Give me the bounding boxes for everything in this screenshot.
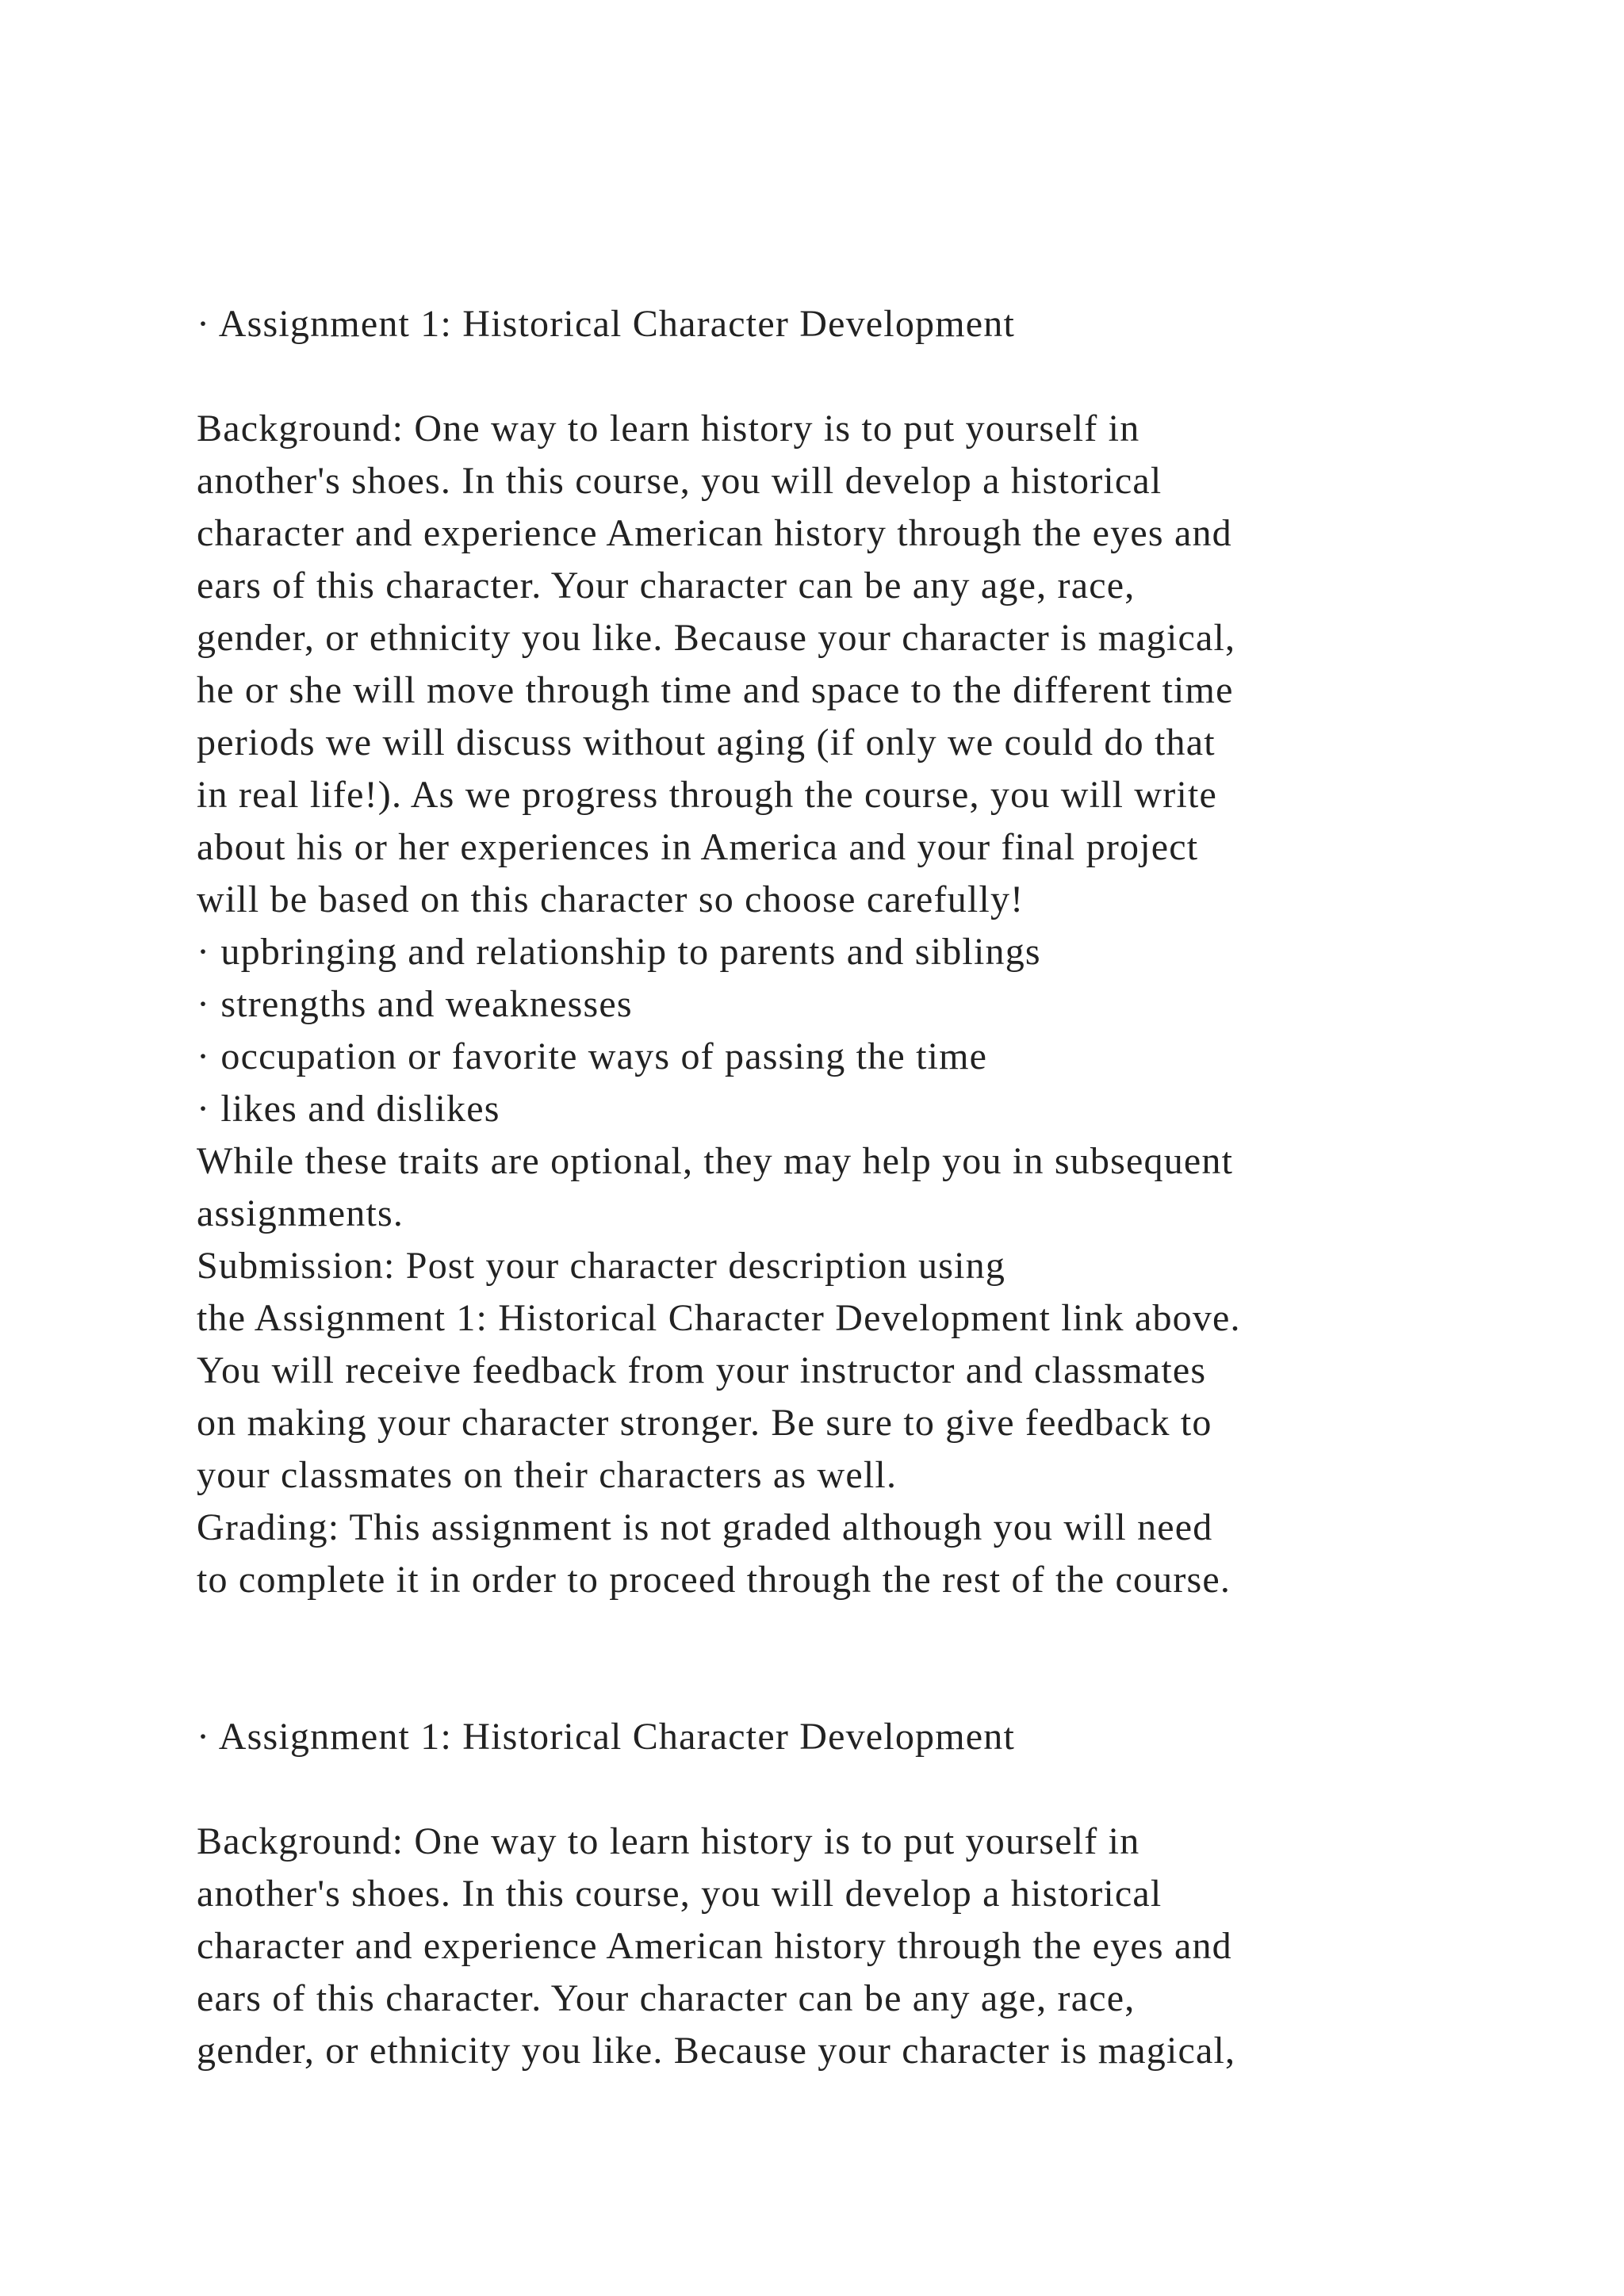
body-line: about his or her experiences in America and your final project	[197, 826, 1199, 868]
body-line: the Assignment 1: Historical Character Development link above.	[197, 1297, 1241, 1339]
bullet-item: · likes and dislikes	[197, 1088, 500, 1130]
bullet-item: · occupation or favorite ways of passing the time	[197, 1035, 988, 1077]
body-line: While these traits are optional, they may help you in subsequent	[197, 1140, 1234, 1182]
body-line: on making your character stronger. Be sure to give feedback to	[197, 1402, 1212, 1444]
body-line: ears of this character. Your character can be any age, race,	[197, 564, 1136, 607]
body-line: another's shoes. In this course, you will develop a historical	[197, 460, 1162, 502]
body-line: Background: One way to learn history is to put yourself in	[197, 1820, 1140, 1862]
body-line: will be based on this character so choose carefully!	[197, 878, 1025, 920]
body-line: he or she will move through time and space to the different time	[197, 669, 1234, 711]
body-line: You will receive feedback from your instructor and classmates	[197, 1349, 1207, 1391]
bullet-item: · upbringing and relationship to parents and siblings	[197, 931, 1041, 973]
body-line: Submission: Post your character description using	[197, 1245, 1006, 1287]
document-body	[197, 298, 1497, 2077]
body-line: Background: One way to learn history is to put yourself in	[197, 408, 1140, 450]
body-line: Grading: This assignment is not graded although you will need	[197, 1506, 1213, 1548]
body-line: gender, or ethnicity you like. Because your character is magical,	[197, 2030, 1236, 2072]
body-line: your classmates on their characters as well.	[197, 1454, 898, 1496]
body-line: gender, or ethnicity you like. Because your character is magical,	[197, 617, 1236, 659]
body-line: ears of this character. Your character can be any age, race,	[197, 1977, 1136, 2019]
section-title: · Assignment 1: Historical Character Development	[197, 1716, 1016, 1758]
spacer	[197, 1763, 1497, 1816]
spacer	[197, 350, 1497, 403]
spacer	[197, 1606, 1497, 1711]
body-line: periods we will discuss without aging (if only we could do that	[197, 721, 1216, 763]
body-line: character and experience American history through the eyes and	[197, 512, 1232, 554]
body-line: in real life!). As we progress through the course, you will write	[197, 774, 1218, 816]
body-line: to complete it in order to proceed through the rest of the course.	[197, 1559, 1231, 1601]
bullet-item: · strengths and weaknesses	[197, 983, 633, 1025]
section-title: · Assignment 1: Historical Character Development	[197, 303, 1016, 345]
body-line: assignments.	[197, 1192, 404, 1234]
body-line: character and experience American history through the eyes and	[197, 1925, 1232, 1967]
body-line: another's shoes. In this course, you will develop a historical	[197, 1873, 1162, 1915]
